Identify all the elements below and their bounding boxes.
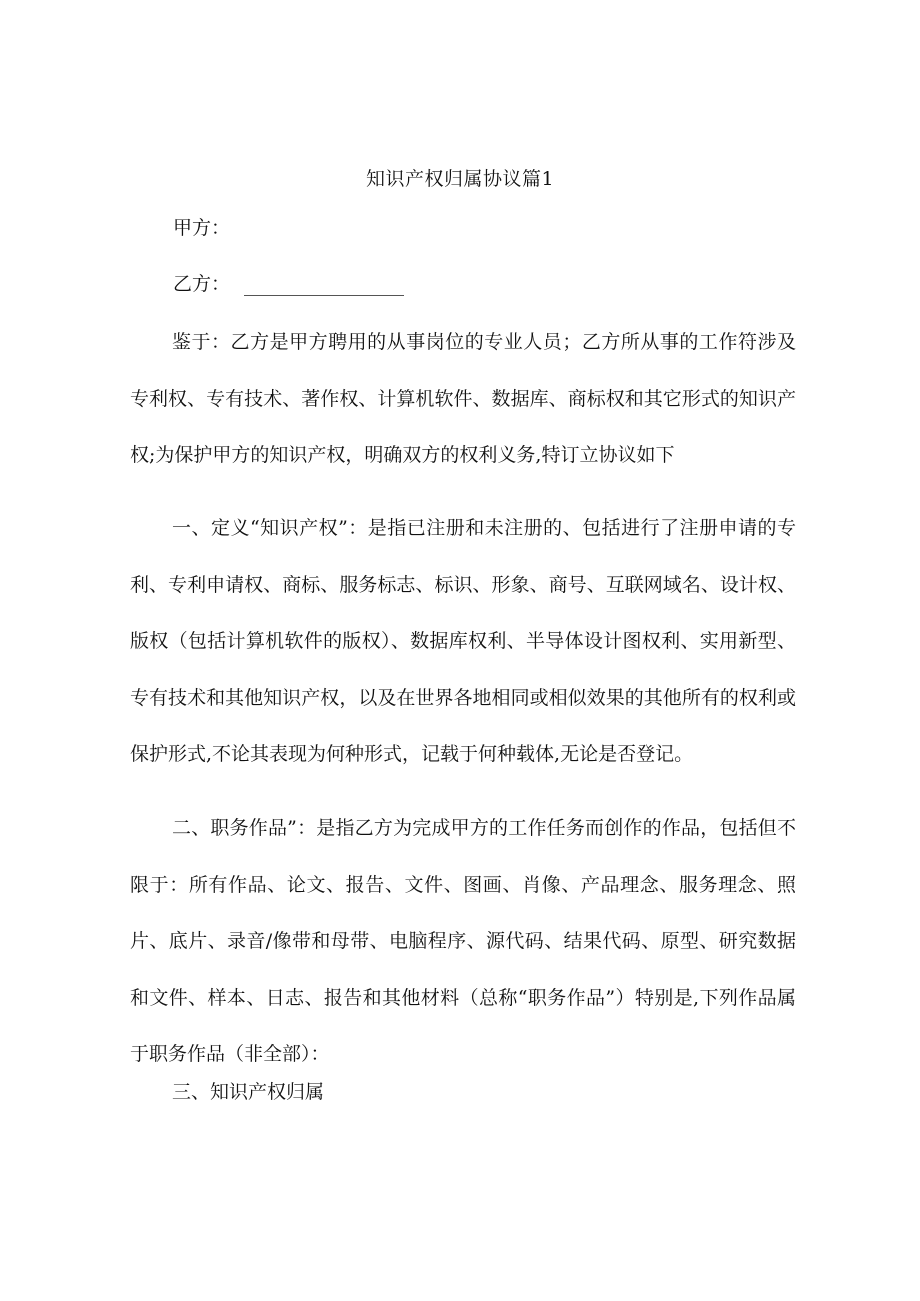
document-title: 知识产权归属协议篇1 [365,168,555,190]
preamble-paragraph: 鉴于：乙方是甲方聘用的从事岗位的专业人员；乙方所从事的工作符涉及专利权、专有技术、著作权、计算机软件、数据库、商标权和其它形式的知识产权;为保护甲方的知识产权，明确双方的权利义务,特订立协议如下 [130,331,796,466]
party-a-label: 甲方： [173,217,231,239]
definition-paragraph: 一、定义“知识产权”：是指已注册和未注册的、包括进行了注册申请的专利、专利申请权、商标、服务标志、标识、形象、商号、互联网域名、设计权、版权（包括计算机软件的版权）、数据库权利、半导体设计图权利、实用新型、专有技术和其他知识产权，以及在世界各地相同或相似效果的其他所有的权利或保护形式,不论其表现为何种形式，记载于何种载体,无论是否登记。 [130,517,796,765]
party-a-field [173,214,230,242]
section-3-heading: 三、知识产权归属 [172,1081,325,1103]
work-product-paragraph: 二、职务作品”：是指乙方为完成甲方的工作任务而创作的作品，包括但不限于：所有作品、论文、报告、文件、图画、肖像、产品理念、服务理念、照片、底片、录音/像带和母带、电脑程序、源代码、结果代码、原型、研究数据和文件、样本、日志、报告和其他材料（总称“职务作品”）特别是,下列作品属于职务作品（非全部）： [130,817,796,1065]
party-b-label: 乙方： [173,273,231,295]
party-b-field [173,270,404,298]
party-b-blank-line [244,294,404,296]
